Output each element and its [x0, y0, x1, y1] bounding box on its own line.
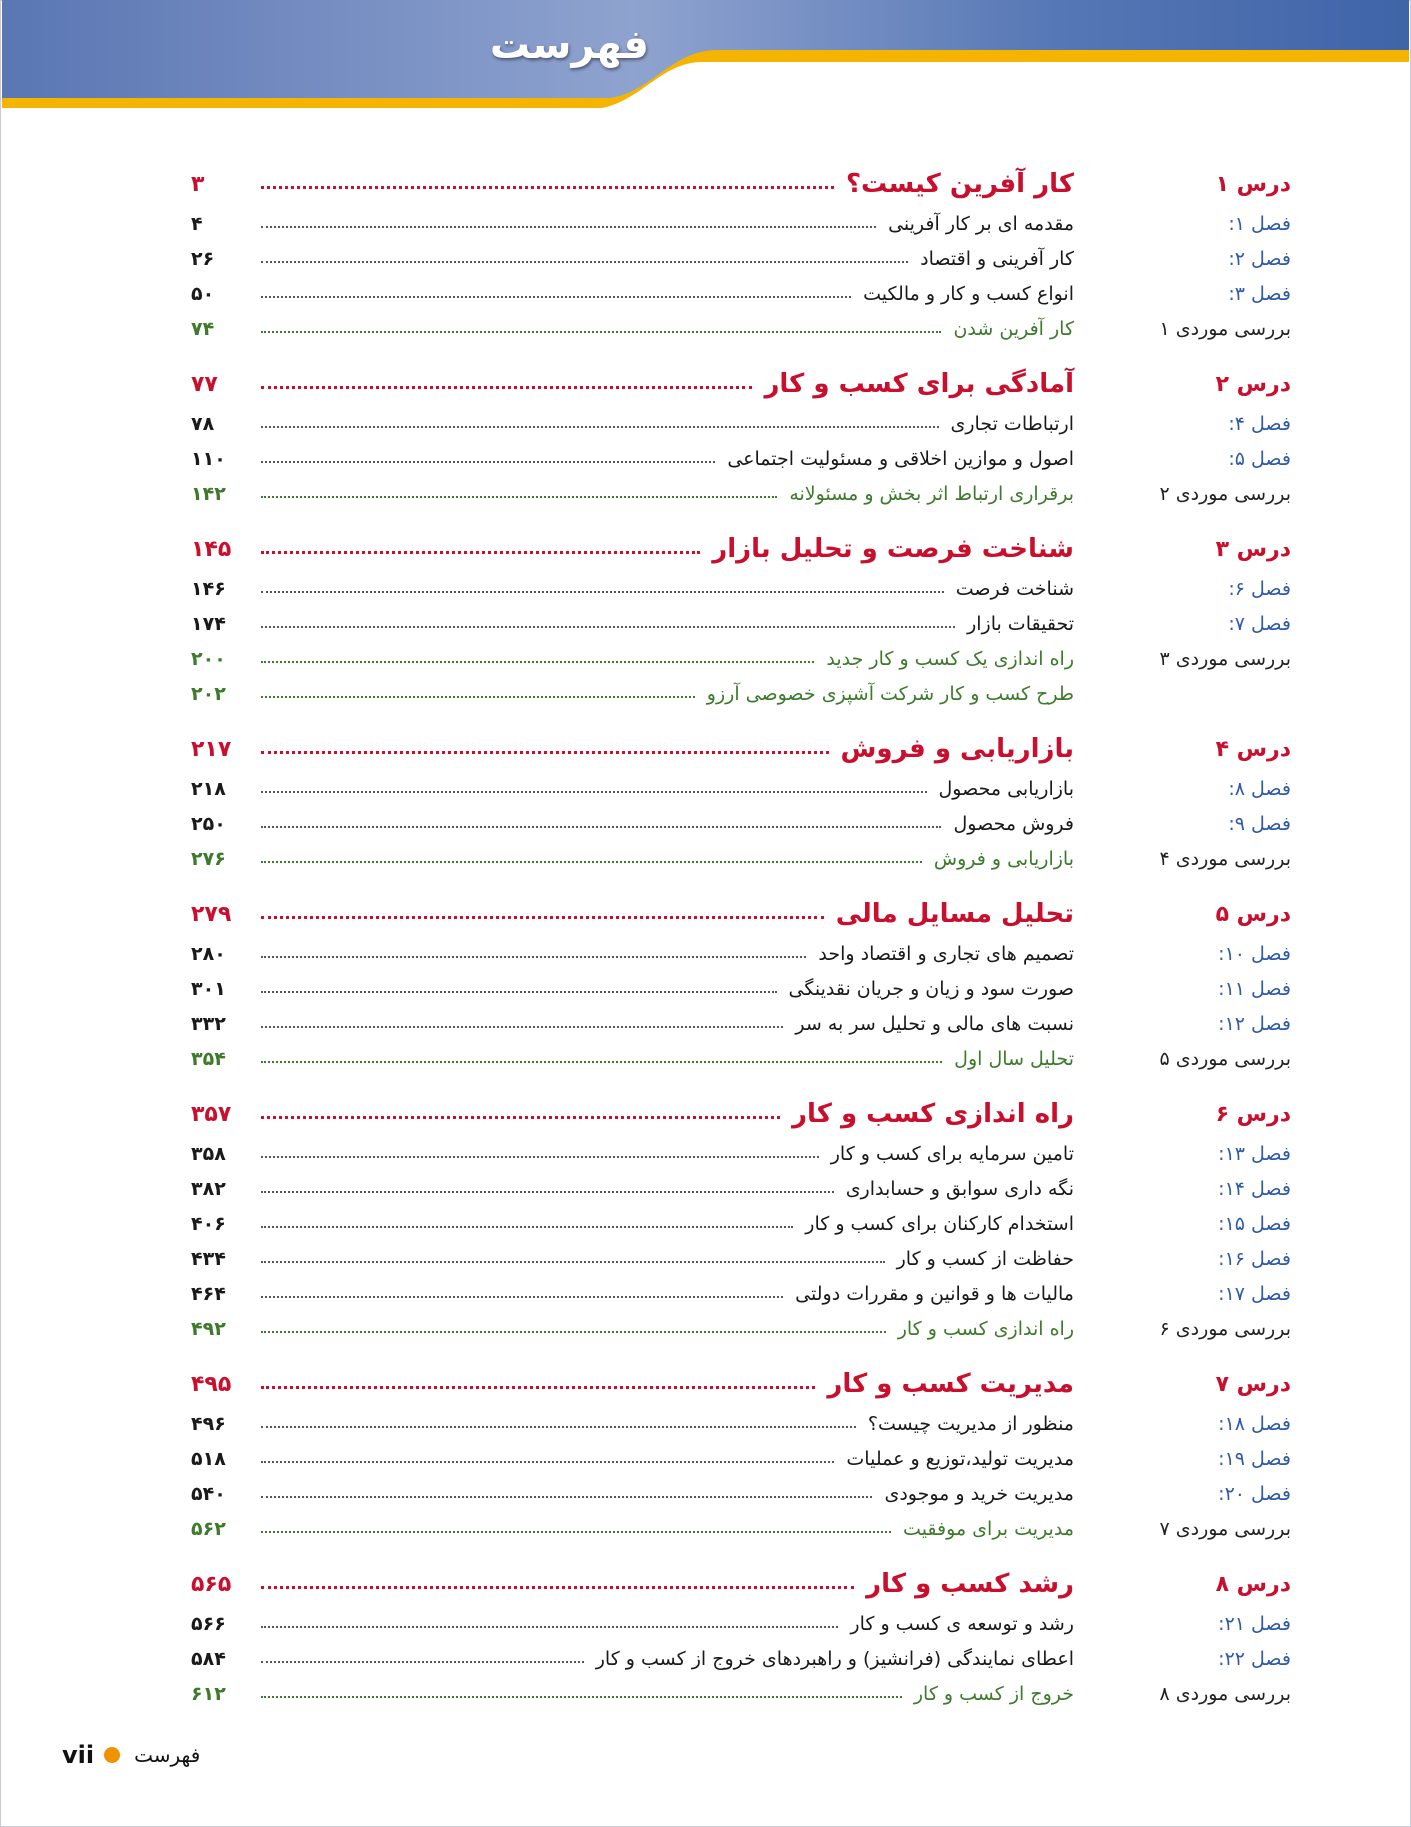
dot-leader [261, 626, 955, 628]
toc-chapter-row-label: فصل ۹: [1228, 812, 1291, 835]
toc-lesson-block [191, 527, 1291, 711]
toc-chapter-row-page-number: ۳۸۲ [191, 1177, 226, 1200]
footer-label: فهرست [134, 1743, 201, 1767]
dot-leader [261, 1661, 584, 1663]
header-banner [2, 0, 1409, 122]
toc-lesson-row-entry [191, 169, 1074, 199]
toc-chapter-row[interactable] [191, 406, 1291, 441]
toc-chapter-row-title: تامین سرمایه برای کسب و کار [830, 1142, 1074, 1165]
toc-chapter-row[interactable] [191, 1406, 1291, 1441]
dot-leader [261, 496, 777, 498]
toc-lesson-row[interactable] [191, 1362, 1291, 1406]
dot-leader [261, 226, 876, 228]
dot-leader [261, 426, 939, 428]
toc-lesson-row-entry [191, 734, 1074, 764]
toc-chapter-row-label: فصل ۱۸: [1218, 1412, 1291, 1435]
toc-case-study-row-label: بررسی موردی ۳ [1159, 647, 1291, 670]
dot-leader [261, 1626, 838, 1628]
toc-lesson-row[interactable] [191, 892, 1291, 936]
toc-lesson-row-title: تحلیل مسایل مالی [835, 899, 1074, 929]
toc-case-study-row-page-number: ۲۰۰ [191, 647, 226, 670]
toc-case-study-row-title: راه اندازی یک کسب و کار جدید [826, 647, 1074, 670]
toc-chapter-row-title: مدیریت تولید،توزیع و عملیات [846, 1447, 1074, 1470]
dot-leader [261, 261, 908, 263]
toc-case-study-row-title: راه اندازی کسب و کار [897, 1317, 1074, 1340]
toc-chapter-row-title: اصول و موازین اخلاقی و مسئولیت اجتماعی [727, 447, 1074, 470]
toc-chapter-row-page-number: ۱۱۰ [191, 447, 226, 470]
toc-chapter-row-label: فصل ۱۲: [1218, 1012, 1291, 1035]
dot-leader [261, 1386, 815, 1389]
toc-lesson-row-page-number: ۳۵۷ [191, 1101, 232, 1127]
toc-chapter-row-title: تحقیقات بازار [967, 612, 1074, 635]
toc-case-study-row-title: خروج از کسب و کار [913, 1682, 1074, 1705]
toc-chapter-row[interactable] [191, 971, 1291, 1006]
toc-chapter-row-title: تصمیم های تجاری و اقتصاد واحد [818, 942, 1074, 965]
toc-lesson-row[interactable] [191, 527, 1291, 571]
toc-lesson-row-title: شناخت فرصت و تحلیل بازار [712, 534, 1074, 564]
toc-chapter-row[interactable] [191, 1206, 1291, 1241]
toc-chapter-row-entry [191, 1178, 1074, 1200]
toc-chapter-row[interactable] [191, 1241, 1291, 1276]
dot-leader [261, 1531, 891, 1533]
toc-chapter-row-entry [191, 1613, 1074, 1635]
toc-lesson-row-page-number: ۷۷ [191, 371, 218, 397]
dot-leader [261, 296, 851, 298]
toc-lesson-block [191, 1092, 1291, 1346]
dot-leader [261, 1496, 872, 1498]
toc-chapter-row-title: شناخت فرصت [955, 577, 1074, 600]
toc-chapter-row-page-number: ۳۳۲ [191, 1012, 226, 1035]
toc-chapter-row-page-number: ۱۴۶ [191, 577, 226, 600]
toc-chapter-row-page-number: ۵۶۶ [191, 1612, 226, 1635]
dot-leader [261, 1191, 834, 1193]
dot-leader [261, 861, 922, 863]
dot-leader [261, 1226, 793, 1228]
dot-leader [261, 1296, 783, 1298]
toc-lesson-row-title: آمادگی برای کسب و کار [764, 369, 1074, 399]
toc-chapter-row-page-number: ۲۱۸ [191, 777, 226, 800]
toc-chapter-row[interactable] [191, 1476, 1291, 1511]
toc-lesson-row[interactable] [191, 362, 1291, 406]
dot-leader [261, 826, 941, 828]
toc-case-study-row-entry [191, 483, 1074, 505]
toc-chapter-row-title: انواع کسب و کار و مالکیت [863, 282, 1074, 305]
toc-chapter-row[interactable] [191, 241, 1291, 276]
dot-leader [261, 1261, 885, 1263]
toc-lesson-row-entry [191, 1369, 1074, 1399]
toc-chapter-row-title: نسبت های مالی و تحلیل سر به سر [795, 1012, 1074, 1035]
toc-chapter-row-page-number: ۵۰ [191, 282, 215, 305]
toc-lesson-row[interactable] [191, 1562, 1291, 1606]
toc-case-study-row-title: طرح کسب و کار شرکت آشپزی خصوصی آرزو [706, 682, 1074, 705]
toc-lesson-row-entry [191, 1099, 1074, 1129]
toc-chapter-row-label: فصل ۸: [1228, 777, 1291, 800]
toc-chapter-row-title: منظور از مدیریت چیست؟ [867, 1412, 1074, 1435]
dot-leader [261, 661, 814, 663]
table-of-contents [191, 162, 1291, 1727]
toc-case-study-row[interactable] [191, 476, 1291, 511]
footer-page-number: vii [62, 1741, 95, 1769]
toc-chapter-row-label: فصل ۲۲: [1218, 1647, 1291, 1670]
dot-leader [261, 1026, 783, 1028]
toc-chapter-row-label: فصل ۶: [1228, 577, 1291, 600]
toc-case-study-row-page-number: ۴۹۲ [191, 1317, 226, 1340]
toc-case-study-row-entry [191, 1048, 1074, 1070]
toc-chapter-row-page-number: ۷۸ [191, 412, 215, 435]
toc-case-study-row-entry [191, 1518, 1074, 1540]
toc-lesson-row-entry [191, 534, 1074, 564]
toc-case-study-row[interactable] [191, 641, 1291, 676]
toc-chapter-row[interactable] [191, 571, 1291, 606]
toc-chapter-row-label: فصل ۴: [1228, 412, 1291, 435]
toc-case-study-row-title: بازاریابی و فروش [933, 847, 1074, 870]
toc-case-study-row-page-number: ۱۴۲ [191, 482, 226, 505]
toc-chapter-row-title: مدیریت خرید و موجودی [884, 1482, 1074, 1505]
toc-case-study-row-page-number: ۲۷۶ [191, 847, 226, 870]
toc-chapter-row-entry [191, 578, 1074, 600]
toc-chapter-row-label: فصل ۲۱: [1218, 1612, 1291, 1635]
toc-lesson-row[interactable] [191, 162, 1291, 206]
toc-chapter-row[interactable] [191, 1171, 1291, 1206]
dot-leader [261, 1426, 856, 1428]
dot-leader [261, 551, 700, 554]
toc-chapter-row-label: فصل ۱۰: [1218, 942, 1291, 965]
toc-chapter-row-page-number: ۵۴۰ [191, 1482, 226, 1505]
toc-chapter-row-title: نگه داری سوابق و حسابداری [845, 1177, 1074, 1200]
toc-chapter-row-page-number: ۴۰۶ [191, 1212, 226, 1235]
toc-case-study-row-label: بررسی موردی ۴ [1159, 847, 1291, 870]
toc-chapter-row-entry [191, 978, 1074, 1000]
toc-case-study-row-page-number: ۵۶۲ [191, 1517, 226, 1540]
toc-chapter-row-entry [191, 1648, 1074, 1670]
toc-chapter-row-entry [191, 248, 1074, 270]
toc-chapter-row-title: مقدمه ای بر کار آفرینی [888, 212, 1074, 235]
dot-leader [261, 591, 944, 593]
toc-lesson-row-title: رشد کسب و کار [866, 1569, 1074, 1599]
toc-chapter-row-label: فصل ۱۱: [1218, 977, 1291, 1000]
toc-case-study-row-entry [191, 648, 1074, 670]
footer-bullet-icon [104, 1747, 120, 1763]
toc-lesson-row-label: درس ۸ [1215, 1571, 1291, 1597]
toc-lesson-row-page-number: ۲۷۹ [191, 901, 232, 927]
toc-case-study-row[interactable] [191, 1311, 1291, 1346]
dot-leader [261, 1331, 886, 1333]
toc-lesson-row-page-number: ۴۹۵ [191, 1371, 232, 1397]
toc-case-study-row-page-number: ۳۵۴ [191, 1047, 226, 1070]
toc-chapter-row-page-number: ۲۸۰ [191, 942, 226, 965]
toc-chapter-row-title: حفاظت از کسب و کار [896, 1247, 1074, 1270]
toc-chapter-row-title: استخدام کارکنان برای کسب و کار [805, 1212, 1074, 1235]
dot-leader [261, 1461, 834, 1463]
toc-chapter-row-entry [191, 943, 1074, 965]
dot-leader [261, 791, 927, 793]
dot-leader [261, 386, 752, 389]
toc-chapter-row-page-number: ۱۷۴ [191, 612, 226, 635]
toc-chapter-row-entry [191, 283, 1074, 305]
toc-chapter-row-title: مالیات ها و قوانین و مقررات دولتی [795, 1282, 1074, 1305]
toc-case-study-row-title: کار آفرین شدن [953, 317, 1074, 340]
toc-case-study-row[interactable] [191, 311, 1291, 346]
toc-chapter-row[interactable] [191, 1136, 1291, 1171]
toc-lesson-row-label: درس ۷ [1215, 1371, 1291, 1397]
toc-lesson-row-entry [191, 369, 1074, 399]
toc-chapter-row[interactable] [191, 1006, 1291, 1041]
toc-chapter-row[interactable] [191, 1441, 1291, 1476]
dot-leader [261, 751, 829, 754]
toc-chapter-row-page-number: ۲۵۰ [191, 812, 226, 835]
toc-lesson-row[interactable] [191, 727, 1291, 771]
toc-lesson-row-page-number: ۱۴۵ [191, 536, 232, 562]
dot-leader [261, 1116, 780, 1119]
toc-lesson-row-title: بازاریابی و فروش [840, 734, 1074, 764]
toc-lesson-block [191, 362, 1291, 511]
toc-case-study-row-entry [191, 683, 1074, 705]
toc-lesson-block [191, 892, 1291, 1076]
toc-chapter-row-entry [191, 813, 1074, 835]
toc-lesson-row-title: راه اندازی کسب و کار [792, 1099, 1074, 1129]
toc-chapter-row-entry [191, 448, 1074, 470]
toc-chapter-row-title: رشد و توسعه ی کسب و کار [850, 1612, 1074, 1635]
toc-chapter-row-entry [191, 1213, 1074, 1235]
toc-chapter-row-entry [191, 778, 1074, 800]
toc-chapter-row-title: صورت سود و زیان و جریان نقدینگی [788, 977, 1074, 1000]
dot-leader [261, 991, 777, 993]
toc-lesson-row-entry [191, 899, 1074, 929]
toc-chapter-row[interactable] [191, 936, 1291, 971]
toc-chapter-row-label: فصل ۱: [1228, 212, 1291, 235]
dot-leader [261, 1696, 902, 1698]
toc-chapter-row-label: فصل ۱۴: [1218, 1177, 1291, 1200]
toc-chapter-row-page-number: ۳۵۸ [191, 1142, 226, 1165]
toc-case-study-row-title: تحلیل سال اول [954, 1047, 1074, 1070]
toc-chapter-row[interactable] [191, 1641, 1291, 1676]
toc-case-study-row-entry [191, 318, 1074, 340]
toc-case-study-row-page-number: ۶۱۲ [191, 1682, 226, 1705]
toc-case-study-row-entry [191, 1318, 1074, 1340]
dot-leader [261, 916, 824, 919]
toc-lesson-row-entry [191, 1569, 1074, 1599]
toc-case-study-row-title: مدیریت برای موفقیت [903, 1517, 1074, 1540]
toc-chapter-row-entry [191, 1413, 1074, 1435]
toc-chapter-row-entry [191, 1248, 1074, 1270]
toc-lesson-row-label: درس ۶ [1215, 1101, 1291, 1127]
toc-chapter-row-page-number: ۵۱۸ [191, 1447, 226, 1470]
page-title: فهرست [489, 22, 649, 68]
toc-chapter-row[interactable] [191, 606, 1291, 641]
toc-lesson-row-label: درس ۲ [1215, 371, 1291, 397]
toc-lesson-row-page-number: ۵۶۵ [191, 1571, 232, 1597]
dot-leader [261, 1586, 854, 1589]
toc-chapter-row-page-number: ۴۶۴ [191, 1282, 226, 1305]
dot-leader [261, 696, 695, 698]
toc-lesson-block [191, 1562, 1291, 1711]
toc-chapter-row-label: فصل ۱۷: [1218, 1282, 1291, 1305]
toc-chapter-row-entry [191, 1283, 1074, 1305]
toc-case-study-row-title: برقراری ارتباط اثر بخش و مسئولانه [789, 482, 1074, 505]
toc-chapter-row-label: فصل ۷: [1228, 612, 1291, 635]
toc-chapter-row-entry [191, 1013, 1074, 1035]
toc-chapter-row-page-number: ۵۸۴ [191, 1647, 226, 1670]
toc-case-study-row-label: بررسی موردی ۷ [1159, 1517, 1291, 1540]
toc-chapter-row-page-number: ۲۶ [191, 247, 215, 270]
toc-chapter-row[interactable] [191, 771, 1291, 806]
toc-case-study-row[interactable] [191, 1041, 1291, 1076]
toc-chapter-row-label: فصل ۳: [1228, 282, 1291, 305]
dot-leader [261, 461, 715, 463]
toc-case-study-row[interactable] [191, 1511, 1291, 1546]
toc-chapter-row-entry [191, 613, 1074, 635]
toc-case-study-row-label: بررسی موردی ۶ [1159, 1317, 1291, 1340]
toc-case-study-row-label: بررسی موردی ۸ [1159, 1682, 1291, 1705]
dot-leader [261, 186, 834, 189]
toc-case-study-row-label: بررسی موردی ۲ [1159, 482, 1291, 505]
toc-chapter-row-entry [191, 213, 1074, 235]
toc-chapter-row[interactable] [191, 206, 1291, 241]
toc-case-study-row[interactable] [191, 841, 1291, 876]
toc-lesson-block [191, 727, 1291, 876]
toc-case-study-row[interactable] [191, 676, 1291, 711]
toc-chapter-row-label: فصل ۲۰: [1218, 1482, 1291, 1505]
toc-case-study-row-page-number: ۲۰۲ [191, 682, 226, 705]
dot-leader [261, 1061, 942, 1063]
toc-chapter-row-page-number: ۴ [191, 212, 203, 235]
toc-chapter-row-page-number: ۴۹۶ [191, 1412, 226, 1435]
toc-chapter-row-label: فصل ۱۹: [1218, 1447, 1291, 1470]
toc-chapter-row[interactable] [191, 441, 1291, 476]
toc-chapter-row[interactable] [191, 1606, 1291, 1641]
toc-chapter-row-title: فروش محصول [953, 812, 1074, 835]
toc-lesson-row-label: درس ۳ [1215, 536, 1291, 562]
toc-lesson-row-title: مدیریت کسب و کار [827, 1369, 1074, 1399]
toc-chapter-row-entry [191, 1143, 1074, 1165]
toc-chapter-row-label: فصل ۱۶: [1218, 1247, 1291, 1270]
toc-chapter-row-entry [191, 1483, 1074, 1505]
toc-case-study-row[interactable] [191, 1676, 1291, 1711]
toc-chapter-row-title: اعطای نمایندگی (فرانشیز) و راهبردهای خروج از کسب و کار [595, 1647, 1074, 1670]
toc-chapter-row-page-number: ۳۰۱ [191, 977, 226, 1000]
toc-chapter-row-label: فصل ۵: [1228, 447, 1291, 470]
toc-chapter-row-label: فصل ۲: [1228, 247, 1291, 270]
dot-leader [261, 956, 806, 958]
toc-case-study-row-label: بررسی موردی ۵ [1159, 1047, 1291, 1070]
dot-leader [261, 1156, 819, 1158]
toc-case-study-row-page-number: ۷۴ [191, 317, 215, 340]
header-banner-graphic [2, 0, 1409, 122]
page-footer [62, 1740, 200, 1770]
toc-lesson-row-label: درس ۱ [1215, 171, 1291, 197]
toc-lesson-block [191, 1362, 1291, 1546]
toc-chapter-row[interactable] [191, 806, 1291, 841]
toc-chapter-row-title: بازاریابی محصول [938, 777, 1074, 800]
toc-chapter-row-title: کار آفرینی و اقتصاد [920, 247, 1074, 270]
toc-case-study-row-entry [191, 848, 1074, 870]
toc-lesson-row-label: درس ۴ [1215, 736, 1291, 762]
toc-chapter-row-label: فصل ۱۳: [1218, 1142, 1291, 1165]
toc-chapter-row-page-number: ۴۳۴ [191, 1247, 226, 1270]
toc-lesson-row-page-number: ۲۱۷ [191, 736, 232, 762]
dot-leader [261, 331, 941, 333]
toc-chapter-row[interactable] [191, 276, 1291, 311]
toc-lesson-row-title: کار آفرین کیست؟ [845, 169, 1074, 199]
toc-chapter-row-entry [191, 413, 1074, 435]
toc-lesson-row-page-number: ۳ [191, 171, 205, 197]
toc-chapter-row-entry [191, 1448, 1074, 1470]
toc-case-study-row-entry [191, 1683, 1074, 1705]
toc-lesson-block [191, 162, 1291, 346]
toc-lesson-row-label: درس ۵ [1215, 901, 1291, 927]
toc-chapter-row[interactable] [191, 1276, 1291, 1311]
toc-lesson-row[interactable] [191, 1092, 1291, 1136]
toc-chapter-row-title: ارتباطات تجاری [950, 412, 1074, 435]
toc-case-study-row-label: بررسی موردی ۱ [1159, 317, 1291, 340]
toc-chapter-row-label: فصل ۱۵: [1218, 1212, 1291, 1235]
